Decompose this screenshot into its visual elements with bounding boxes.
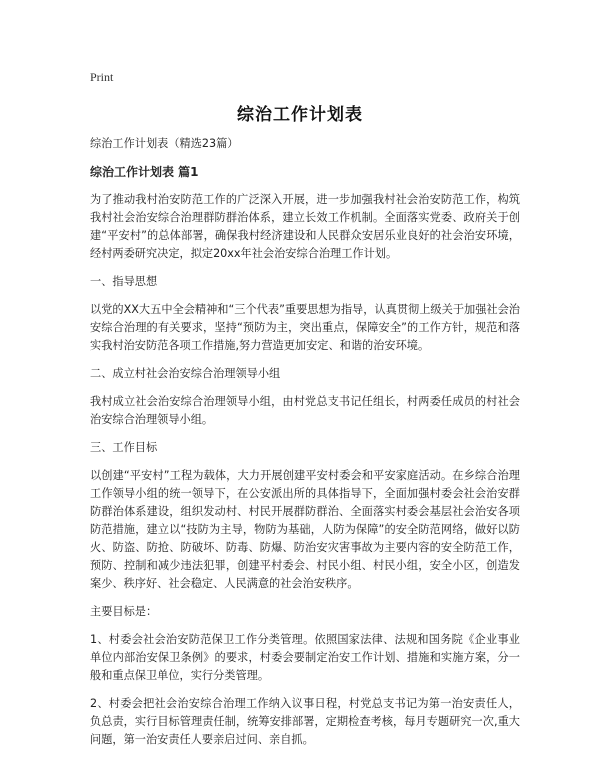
heading-guiding-ideology: 一、指导思想 xyxy=(90,275,158,288)
paragraph-goal-1: 1、村委会社会治安防范保卫工作分类管理。依照国家法律、法规和国务院《企业事业单位内部治安保卫条例》的要求，村委会要制定治安工作计划、措施和实施方案，分一般和重点保卫单位，实行分类管理。 xyxy=(90,633,520,682)
paragraph-goal-2: 2、村委会把社会治安综合治理工作纳入议事日程，村党总支书记为第一治安责任人，负总责，实行目标管理责任制，统筹安排部署，定期检查考核，每月专题研究一次,重大问题，第一治安责任人要亲启过问、亲自抓。 xyxy=(90,697,520,746)
heading-leadership-group: 二、成立村社会治安综合治理领导小组 xyxy=(90,367,281,380)
document-title: 综治工作计划表 xyxy=(237,105,363,125)
heading-main-goals: 主要目标是： xyxy=(90,605,158,618)
heading-work-goals: 三、工作目标 xyxy=(90,441,158,454)
document-subtitle: 综治工作计划表（精选23篇） xyxy=(90,137,239,150)
paragraph-leadership-group: 我村成立社会治安综合治理领导小组，由村党总支书记任组长，村两委任成员的村社会治安综合治理领导小组。 xyxy=(90,395,520,426)
paragraph-work-goals: 以创建“平安村”工程为载体，大力开展创建平安村委会和平安家庭活动。在乡综合治理工作领导小组的统一领导下，在公安派出所的具体指导下，全面加强村委会社会治安群防群治体系建设，组织发动村、村民开展群防群治、全面落实村委会基层社会治安各项防范措施，建立以“技防为主导，物防为基础，人防为保障”的安全防范网络，做好以防火、防盗、防抢、防破坏、防毒、防爆、防治安灾害事故为主要内容的安全防范工作，预防、控制和减少违法犯罪，创建平村委会、村民小组、村民小组，安全小区，创造发案少、秩序好、社会稳定、人民满意的社会治安秩序。 xyxy=(90,469,520,590)
print-label[interactable]: Print xyxy=(90,70,114,84)
paragraph-guiding-ideology: 以党的XX大五中全会精神和“三个代表”重要思想为指导，认真贯彻上级关于加强社会治安综合治理的有关要求，坚持“预防为主，突出重点，保障安全”的工作方针，规范和落实我村治安防范各项工作措施,努力营造更加安定、和谐的治安环境。 xyxy=(90,303,520,352)
document-body xyxy=(90,135,520,759)
intro-paragraph: 为了推动我村治安防范工作的广泛深入开展，进一步加强我村社会治安防范工作，构筑我村社会治安综合治理群防群治体系，建立长效工作机制。全面落实党委、政府关于创建“平安村”的总体部署，确保我村经济建设和人民群众安居乐业良好的社会治安环境，经村两委研究决定，拟定20xx年社会治安综合治理工作计划。 xyxy=(90,193,520,260)
section-title: 综治工作计划表 篇1 xyxy=(90,165,199,179)
